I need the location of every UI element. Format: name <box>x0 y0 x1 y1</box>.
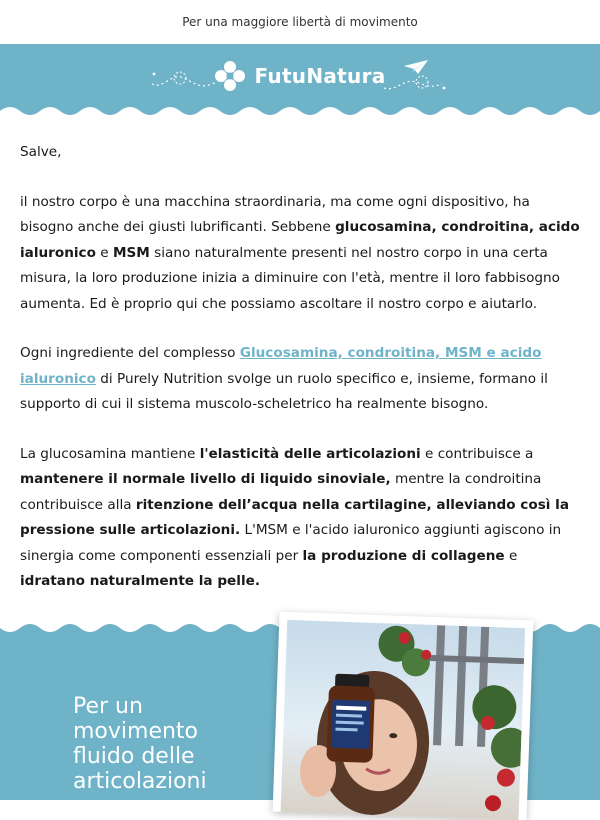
header-banner <box>0 44 600 118</box>
photo-illustration <box>281 620 526 820</box>
product-link[interactable]: Glucosamina, condroitina, MSM e acido ialuronico <box>20 345 542 387</box>
logo-flower-icon <box>214 60 246 92</box>
header-wave-edge <box>0 105 600 119</box>
paper-plane-icon <box>382 58 448 94</box>
paragraph-lubricants: il nostro corpo è una macchina straordinaria, ma come ogni dispositivo, ha bisogno anche dei giusti lubrificanti. Sebbene glucosamina, condroitina, acido ialuronico e MSM siano naturalmente presenti nel nostro corpo in una certa misura, la loro produzione inizia a diminuire con l'età, mentre il loro fabbisogno aumenta. Ed è proprio qui che possiamo ascoltare il nostro corpo e aiutarlo. <box>20 193 580 312</box>
paragraph-complex: Ogni ingrediente del complesso Glucosamina, condroitina, MSM e acido ialuronico di Purely Nutrition svolge un ruolo specifico e, insieme, formano il supporto di cui il sistema muscolo-scheletrico ha realmente bisogno. <box>20 345 548 412</box>
hero-title: Per un movimento fluido delle articolazioni <box>73 694 207 794</box>
brand-name: FutuNatura <box>254 64 386 88</box>
bold-msm: MSM <box>112 244 150 261</box>
product-photo <box>281 620 526 820</box>
preheader-text: Per una maggiore libertà di movimento <box>182 15 418 29</box>
greeting: Salve, <box>20 144 62 160</box>
preheader <box>0 0 600 44</box>
brand-logo[interactable] <box>0 60 600 92</box>
product-photo-frame <box>273 612 534 820</box>
email-body <box>0 118 600 595</box>
bold-ingredients: glucosamina, condroitina, acido ialuronico <box>20 219 580 261</box>
paragraph-benefits: La glucosamina mantiene l'elasticità delle articolazioni e contribuisce a mantenere il normale livello di liquido sinoviale, mentre la condroitina contribuisce alla ritenzione dell’acqua nella cartilagine, alleviando così la pressione sulle articolazioni. L'MSM e l'acido ialuronico aggiunti agiscono in sinergia come componenti essenziali per la produzione di collagene e idratano naturalmente la pelle. <box>20 445 570 589</box>
